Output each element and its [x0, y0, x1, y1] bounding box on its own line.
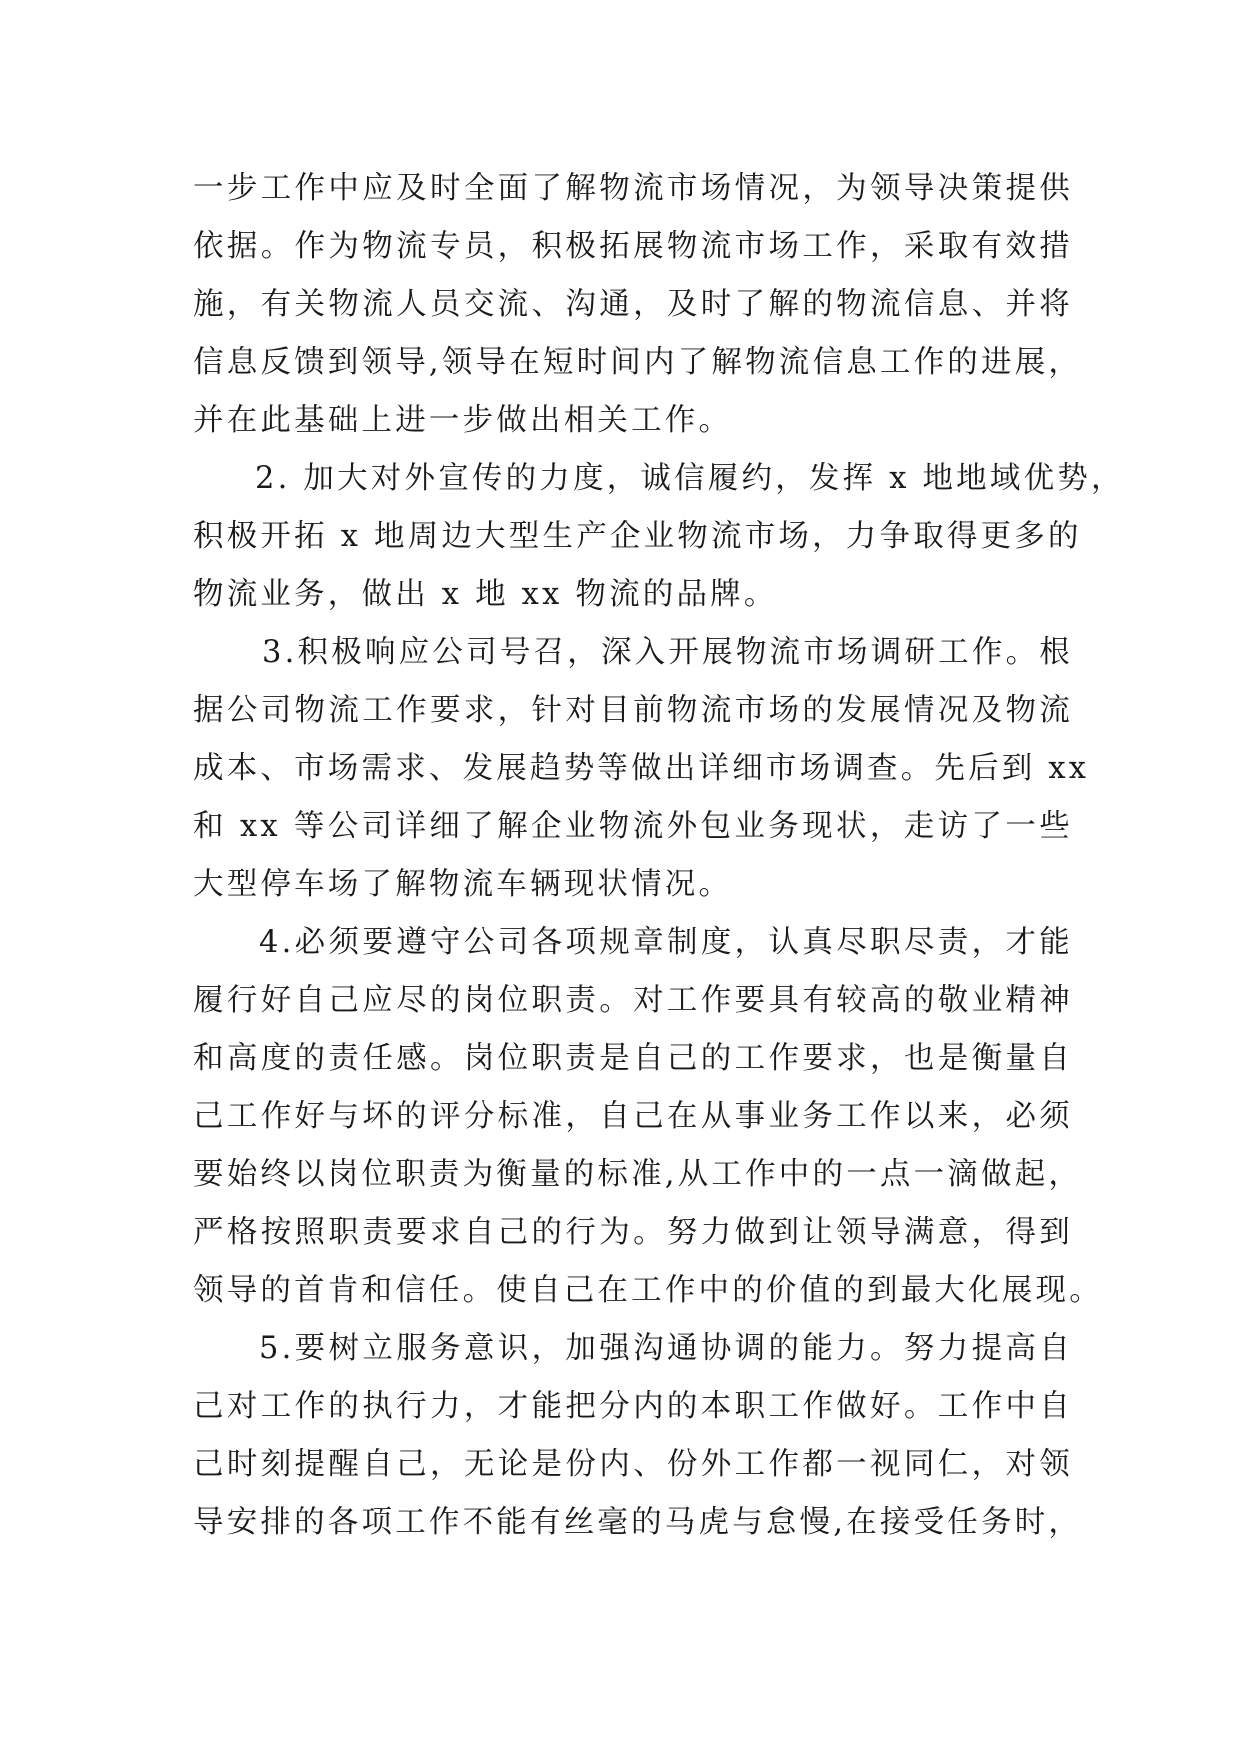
text-line: 己工作好与坏的评分标准，自己在从事业务工作以来，必须: [193, 1099, 1073, 1134]
text-line: 积极开拓 x 地周边大型生产企业物流市场，力争取得更多的: [193, 519, 1082, 554]
text-line: 据公司物流工作要求，针对目前物流市场的发展情况及物流: [193, 693, 1073, 728]
text-line: 领导的首肯和信任。使自己在工作中的价值的到最大化展现。: [193, 1273, 1103, 1308]
text-line: 严格按照职责要求自己的行为。努力做到让领导满意，得到: [193, 1215, 1073, 1250]
text-line: 己对工作的执行力，才能把分内的本职工作做好。工作中自: [193, 1389, 1073, 1424]
paragraph-last-line: 大型停车场了解物流车辆现状情况。: [193, 867, 733, 902]
text-line: 信息反馈到领导,领导在短时间内了解物流信息工作的进展，: [193, 345, 1083, 380]
text-line: 施，有关物流人员交流、沟通，及时了解的物流信息、并将: [193, 287, 1073, 322]
list-item-5-first-line: 5.要树立服务意识，加强沟通协调的能力。努力提高自: [259, 1331, 1073, 1366]
paragraph-last-line: 并在此基础上进一步做出相关工作。: [193, 403, 733, 438]
text-line: 要始终以岗位职责为衡量的标准,从工作中的一点一滴做起，: [193, 1157, 1083, 1192]
text-line: 依据。作为物流专员，积极拓展物流市场工作，采取有效措: [193, 229, 1073, 264]
text-line: 成本、市场需求、发展趋势等做出详细市场调查。先后到 xx: [193, 751, 1090, 786]
list-item-4-first-line: 4.必须要遵守公司各项规章制度，认真尽职尽责，才能: [259, 925, 1073, 960]
text-line: 一步工作中应及时全面了解物流市场情况，为领导决策提供: [193, 171, 1073, 206]
text-line: 和高度的责任感。岗位职责是自己的工作要求，也是衡量自: [193, 1041, 1073, 1076]
text-line: 导安排的各项工作不能有丝毫的马虎与怠慢,在接受任务时，: [193, 1505, 1083, 1540]
paragraph-last-line: 物流业务，做出 x 地 xx 物流的品牌。: [193, 577, 778, 612]
document-body: [193, 160, 1125, 1552]
text-line: 己时刻提醒自己，无论是份内、份外工作都一视同仁，对领: [193, 1447, 1073, 1482]
text-line: 和 xx 等公司详细了解企业物流外包业务现状，走访了一些: [193, 809, 1073, 844]
list-item-2-first-line: 2. 加大对外宣传的力度，诚信履约，发挥 x 地地域优势，: [255, 461, 1125, 496]
list-item-3-first-line: 3.积极响应公司号召，深入开展物流市场调研工作。根: [262, 635, 1073, 670]
text-line: 履行好自己应尽的岗位职责。对工作要具有较高的敬业精神: [193, 983, 1073, 1018]
